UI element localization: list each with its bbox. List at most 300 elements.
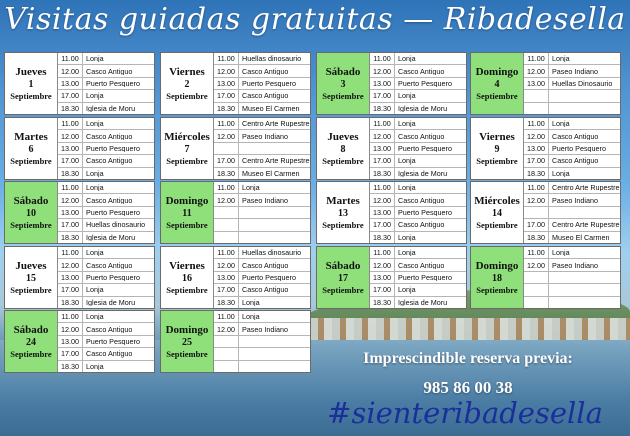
visit-time: 18.30 — [58, 361, 83, 372]
day-month: Septiembre — [10, 284, 52, 295]
visit-time: 11.00 — [524, 53, 549, 64]
visit-place: Lonja — [86, 55, 104, 63]
visit-time — [214, 336, 239, 347]
day-label — [5, 182, 58, 243]
visit-time: 17.00 — [58, 90, 83, 101]
visit-place: Casco Antiguo — [398, 221, 445, 229]
day-card — [4, 117, 155, 180]
schedule-row — [58, 130, 154, 142]
day-name: Sábado — [325, 259, 361, 272]
visit-time: 17.00 — [214, 155, 239, 166]
day-card — [470, 52, 621, 115]
visit-place: Puerto Pesquero — [552, 144, 606, 153]
visit-time: 12.00 — [214, 323, 239, 334]
visit-place: Puerto Pesquero — [86, 337, 140, 346]
day-number: 3 — [340, 78, 346, 90]
schedule-row — [214, 323, 310, 335]
day-number: 25 — [182, 336, 192, 348]
schedule-row — [370, 53, 466, 65]
visit-place: Lonja — [242, 184, 260, 192]
visit-time — [214, 207, 239, 218]
visit-time: 11.00 — [214, 247, 239, 258]
visit-time: 11.00 — [58, 118, 83, 129]
visit-place: Museo El Carmen — [242, 104, 300, 112]
schedule-row — [370, 143, 466, 155]
visit-place: Lonja — [86, 286, 104, 294]
day-name: Domingo — [165, 323, 209, 336]
day-name: Miércoles — [164, 130, 210, 143]
schedule-row — [370, 219, 466, 231]
visit-place: Casco Antiguo — [552, 157, 599, 165]
day-month: Septiembre — [166, 348, 208, 359]
visit-time — [214, 232, 239, 243]
visit-time — [214, 143, 239, 154]
schedule-row — [214, 311, 310, 323]
schedule-row — [214, 194, 310, 206]
visit-time: 17.00 — [370, 284, 395, 295]
day-card — [160, 117, 311, 180]
visit-time: 18.30 — [58, 168, 83, 179]
visit-place: Lonja — [86, 362, 104, 370]
visit-time: 13.00 — [370, 272, 395, 283]
day-number: 13 — [338, 207, 348, 219]
visit-place: Paseo Indiano — [242, 325, 288, 333]
visit-time: 17.00 — [58, 348, 83, 359]
visit-place: Casco Antiguo — [398, 261, 445, 269]
visit-time — [524, 90, 549, 101]
schedule-row — [58, 103, 154, 114]
visit-place: Casco Antiguo — [86, 261, 133, 269]
visit-time: 12.00 — [214, 65, 239, 76]
schedule-list — [524, 118, 620, 179]
visit-place: Paseo Indiano — [552, 261, 598, 269]
day-card — [160, 181, 311, 244]
schedule-list — [524, 247, 620, 308]
visit-time: 13.00 — [58, 78, 83, 89]
schedule-row — [58, 155, 154, 167]
day-number: 10 — [26, 207, 36, 219]
schedule-row — [370, 65, 466, 77]
visit-place: Lonja — [86, 169, 104, 177]
schedule-list — [214, 247, 310, 308]
visit-time: 11.00 — [58, 311, 83, 322]
visit-time: 12.00 — [58, 65, 83, 76]
day-number: 11 — [182, 207, 192, 219]
visit-time: 12.00 — [214, 194, 239, 205]
day-card — [470, 117, 621, 180]
visit-time: 11.00 — [370, 182, 395, 193]
day-card — [4, 310, 155, 373]
day-card — [316, 117, 467, 180]
schedule-row — [58, 143, 154, 155]
schedule-row — [524, 118, 620, 130]
schedule-row — [58, 207, 154, 219]
visit-place: Iglesia de Moru — [398, 104, 448, 112]
day-label — [317, 118, 370, 179]
visit-time: 12.00 — [524, 194, 549, 205]
schedule-row — [58, 297, 154, 308]
schedule-row — [214, 53, 310, 65]
schedule-row — [58, 323, 154, 335]
visit-time: 18.30 — [58, 103, 83, 114]
schedule-row — [58, 78, 154, 90]
visit-time — [524, 297, 549, 308]
visit-time: 12.00 — [524, 65, 549, 76]
day-label — [161, 53, 214, 114]
phone-number: 985 86 00 38 — [423, 378, 513, 397]
visit-place: Casco Antiguo — [552, 132, 599, 140]
visit-place: Lonja — [398, 120, 416, 128]
visit-time: 13.00 — [370, 78, 395, 89]
day-label — [161, 118, 214, 179]
schedule-row — [58, 90, 154, 102]
schedule-row — [214, 272, 310, 284]
schedule-list — [214, 311, 310, 372]
schedule-row — [370, 272, 466, 284]
visit-place: Paseo Indiano — [242, 196, 288, 204]
schedule-row — [58, 259, 154, 271]
day-name: Sábado — [13, 194, 49, 207]
schedule-row — [524, 143, 620, 155]
day-label — [317, 247, 370, 308]
schedule-row — [58, 182, 154, 194]
visit-time: 18.30 — [370, 297, 395, 308]
visit-place: Lonja — [398, 233, 416, 241]
day-name: Domingo — [475, 65, 519, 78]
visit-place: Centro Arte Rupestre — [552, 184, 620, 192]
schedule-row — [58, 194, 154, 206]
visit-place: Paseo Indiano — [552, 196, 598, 204]
visit-time — [524, 103, 549, 114]
day-month: Septiembre — [10, 348, 52, 359]
schedule-row — [58, 247, 154, 259]
day-name: Viernes — [169, 259, 205, 272]
schedule-row — [524, 194, 620, 206]
schedule-row — [524, 103, 620, 114]
day-month: Septiembre — [322, 155, 364, 166]
visit-place: Lonja — [86, 120, 104, 128]
schedule-row — [524, 232, 620, 243]
day-month: Septiembre — [166, 90, 208, 101]
visit-place: Huellas dinosaurio — [86, 221, 146, 229]
visit-place: Casco Antiguo — [86, 325, 133, 333]
schedule-list — [214, 182, 310, 243]
day-month: Septiembre — [322, 90, 364, 101]
visit-time: 13.00 — [58, 336, 83, 347]
schedule-list — [370, 182, 466, 243]
schedule-row — [370, 78, 466, 90]
harbor-buildings-shape — [310, 318, 630, 340]
day-month: Septiembre — [166, 219, 208, 230]
day-number: 4 — [494, 78, 500, 90]
schedule-row — [58, 219, 154, 231]
day-number: 8 — [340, 143, 346, 155]
day-name: Miércoles — [474, 194, 520, 207]
visit-time: 17.00 — [58, 284, 83, 295]
visit-place: Lonja — [552, 169, 570, 177]
visit-time: 12.00 — [524, 130, 549, 141]
visit-time: 12.00 — [524, 259, 549, 270]
visit-time — [524, 207, 549, 218]
schedule-row — [58, 65, 154, 77]
visit-time: 18.30 — [214, 103, 239, 114]
visit-time: 13.00 — [58, 272, 83, 283]
day-number: 18 — [492, 272, 502, 284]
day-number: 17 — [338, 272, 348, 284]
schedule-row — [370, 168, 466, 179]
day-number: 24 — [26, 336, 36, 348]
schedule-row — [58, 118, 154, 130]
day-card — [316, 246, 467, 309]
schedule-row — [524, 219, 620, 231]
day-name: Martes — [326, 194, 360, 207]
visit-time: 13.00 — [58, 143, 83, 154]
day-card — [160, 310, 311, 373]
day-month: Septiembre — [322, 219, 364, 230]
visit-place: Lonja — [86, 249, 104, 257]
visit-time — [214, 219, 239, 230]
day-name: Sábado — [325, 65, 361, 78]
visit-place: Casco Antiguo — [398, 132, 445, 140]
visit-time: 11.00 — [370, 118, 395, 129]
visit-place: Iglesia de Moru — [86, 233, 136, 241]
schedule-row — [214, 348, 310, 360]
visit-time: 18.30 — [214, 297, 239, 308]
visit-place: Museo El Carmen — [552, 233, 610, 241]
page-title: Visitas guiadas gratuitas — Ribadesella — [4, 2, 626, 37]
visit-time: 13.00 — [524, 78, 549, 89]
visit-time: 13.00 — [370, 207, 395, 218]
day-card — [470, 246, 621, 309]
visit-place: Lonja — [86, 92, 104, 100]
schedule-row — [370, 232, 466, 243]
visit-place: Casco Antiguo — [86, 196, 133, 204]
visit-time: 11.00 — [214, 53, 239, 64]
visit-place: Puerto Pesquero — [398, 79, 452, 88]
schedule-row — [214, 182, 310, 194]
schedule-row — [370, 207, 466, 219]
visit-place: Iglesia de Moru — [398, 298, 448, 306]
visit-time: 17.00 — [524, 219, 549, 230]
visit-place: Centro Arte Rupestre — [552, 221, 620, 229]
visit-place: Casco Antiguo — [86, 157, 133, 165]
visit-place: Iglesia de Moru — [398, 169, 448, 177]
day-name: Viernes — [479, 130, 515, 143]
visit-time: 11.00 — [370, 247, 395, 258]
visit-place: Casco Antiguo — [86, 67, 133, 75]
hashtag: #sienteribadesella — [327, 396, 603, 430]
day-name: Viernes — [169, 65, 205, 78]
visit-place: Puerto Pesquero — [86, 273, 140, 282]
visit-time: 11.00 — [214, 311, 239, 322]
schedule-row — [214, 232, 310, 243]
schedule-list — [58, 182, 154, 243]
schedule-list — [214, 118, 310, 179]
schedule-row — [370, 194, 466, 206]
visit-time — [214, 361, 239, 372]
visit-time: 13.00 — [370, 143, 395, 154]
visit-place: Lonja — [398, 184, 416, 192]
schedule-row — [214, 219, 310, 231]
day-label — [161, 247, 214, 308]
visit-time: 13.00 — [214, 78, 239, 89]
schedule-row — [370, 90, 466, 102]
visit-time: 17.00 — [214, 284, 239, 295]
visit-place: Casco Antiguo — [242, 286, 289, 294]
day-card — [160, 52, 311, 115]
visit-time: 18.30 — [370, 168, 395, 179]
visit-time: 13.00 — [214, 272, 239, 283]
schedule-row — [524, 155, 620, 167]
visit-place: Centro Arte Rupestre — [242, 120, 310, 128]
day-label — [5, 53, 58, 114]
visit-time: 11.00 — [370, 53, 395, 64]
schedule-row — [214, 118, 310, 130]
day-month: Septiembre — [166, 284, 208, 295]
schedule-row — [524, 259, 620, 271]
schedule-list — [370, 247, 466, 308]
day-label — [161, 182, 214, 243]
schedule-row — [524, 65, 620, 77]
visit-place: Lonja — [398, 92, 416, 100]
visit-time: 11.00 — [58, 247, 83, 258]
day-label — [5, 118, 58, 179]
visit-place: Puerto Pesquero — [398, 144, 452, 153]
day-number: 14 — [492, 207, 502, 219]
schedule-row — [58, 311, 154, 323]
visit-place: Lonja — [552, 249, 570, 257]
day-label — [161, 311, 214, 372]
schedule-list — [214, 53, 310, 114]
visit-place: Puerto Pesquero — [242, 79, 296, 88]
day-name: Sábado — [13, 323, 49, 336]
day-number: 9 — [494, 143, 500, 155]
visit-time: 12.00 — [370, 194, 395, 205]
day-number: 6 — [28, 143, 34, 155]
visit-place: Paseo Indiano — [552, 67, 598, 75]
schedule-row — [370, 182, 466, 194]
visit-time: 11.00 — [214, 182, 239, 193]
day-name: Jueves — [327, 130, 359, 143]
visit-place: Puerto Pesquero — [398, 208, 452, 217]
visit-place: Casco Antiguo — [242, 67, 289, 75]
day-month: Septiembre — [476, 219, 518, 230]
schedule-list — [58, 247, 154, 308]
schedule-row — [370, 103, 466, 114]
schedule-row — [524, 168, 620, 179]
day-label — [317, 182, 370, 243]
visit-time: 12.00 — [370, 65, 395, 76]
visit-place: Museo El Carmen — [242, 169, 300, 177]
schedule-row — [58, 284, 154, 296]
day-month: Septiembre — [476, 90, 518, 101]
day-name: Martes — [14, 130, 48, 143]
visit-place: Lonja — [398, 286, 416, 294]
schedule-list — [58, 311, 154, 372]
schedule-row — [524, 53, 620, 65]
visit-time: 18.30 — [58, 232, 83, 243]
schedule-row — [58, 361, 154, 372]
visit-place: Lonja — [552, 55, 570, 63]
visit-time: 11.00 — [524, 182, 549, 193]
schedule-row — [524, 284, 620, 296]
schedule-row — [214, 207, 310, 219]
schedule-list — [58, 53, 154, 114]
day-label — [5, 311, 58, 372]
day-name: Domingo — [165, 194, 209, 207]
schedule-row — [214, 90, 310, 102]
visit-time: 17.00 — [524, 155, 549, 166]
schedule-row — [524, 130, 620, 142]
visit-time: 17.00 — [58, 219, 83, 230]
day-label — [5, 247, 58, 308]
schedule-row — [214, 78, 310, 90]
visit-place: Puerto Pesquero — [398, 273, 452, 282]
schedule-row — [58, 336, 154, 348]
day-label — [317, 53, 370, 114]
schedule-row — [58, 272, 154, 284]
schedule-list — [524, 53, 620, 114]
visit-place: Casco Antiguo — [398, 196, 445, 204]
visit-time: 13.00 — [524, 143, 549, 154]
visit-time: 17.00 — [370, 155, 395, 166]
schedule-row — [214, 103, 310, 114]
schedule-row — [524, 272, 620, 284]
day-number: 7 — [184, 143, 190, 155]
schedule-list — [524, 182, 620, 243]
visit-place: Lonja — [552, 120, 570, 128]
schedule-row — [524, 247, 620, 259]
schedule-row — [214, 259, 310, 271]
schedule-row — [214, 155, 310, 167]
visit-time: 18.30 — [524, 232, 549, 243]
visit-time — [214, 348, 239, 359]
schedule-list — [370, 118, 466, 179]
visit-place: Casco Antiguo — [242, 261, 289, 269]
day-label — [471, 247, 524, 308]
day-card — [160, 246, 311, 309]
day-number: 16 — [182, 272, 192, 284]
schedule-row — [214, 284, 310, 296]
visit-place: Lonja — [86, 184, 104, 192]
day-month: Septiembre — [322, 284, 364, 295]
visit-time: 12.00 — [58, 259, 83, 270]
day-card — [316, 181, 467, 244]
visit-time: 18.30 — [58, 297, 83, 308]
visit-time: 17.00 — [370, 90, 395, 101]
day-number: 1 — [28, 78, 34, 90]
visit-place: Casco Antiguo — [398, 67, 445, 75]
schedule-row — [370, 247, 466, 259]
schedule-row — [370, 284, 466, 296]
visit-time: 12.00 — [370, 130, 395, 141]
visit-time: 12.00 — [58, 194, 83, 205]
schedule-list — [370, 53, 466, 114]
visit-place: Puerto Pesquero — [242, 273, 296, 282]
schedule-row — [524, 207, 620, 219]
day-card — [4, 52, 155, 115]
visit-time: 12.00 — [58, 130, 83, 141]
schedule-row — [214, 143, 310, 155]
visit-time: 17.00 — [214, 90, 239, 101]
visit-time: 17.00 — [370, 219, 395, 230]
day-label — [471, 118, 524, 179]
visit-time: 18.30 — [370, 103, 395, 114]
schedule-row — [214, 65, 310, 77]
schedule-row — [58, 168, 154, 179]
schedule-row — [370, 130, 466, 142]
visit-time: 18.30 — [370, 232, 395, 243]
